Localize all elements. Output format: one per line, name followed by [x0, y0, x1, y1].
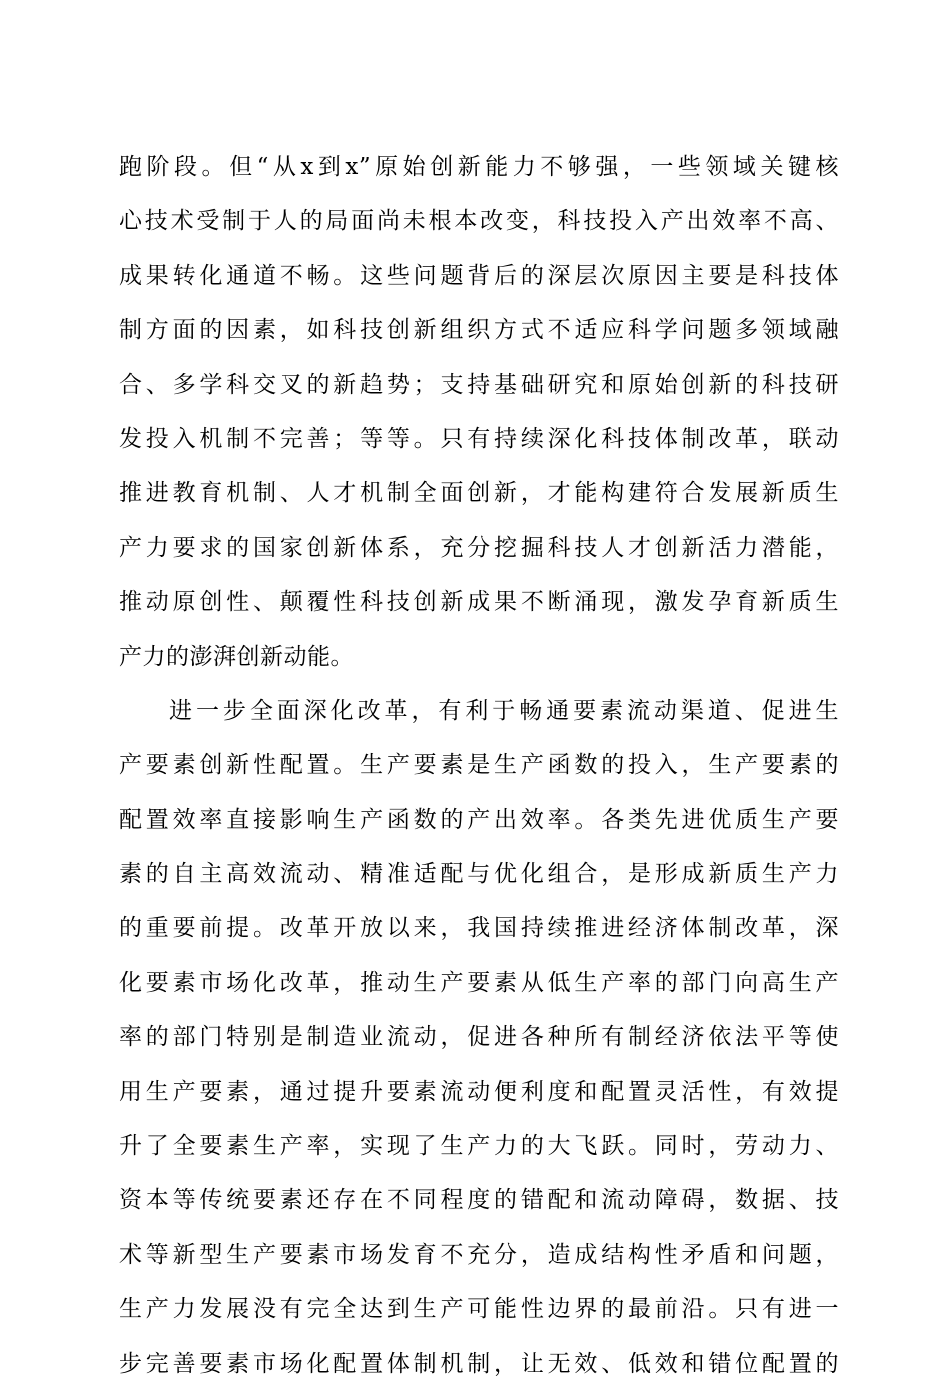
text-line: 升了全要素生产率，实现了生产力的大飞跃。同时，劳动力、 — [119, 1133, 839, 1160]
text-line: 进一步全面深化改革，有利于畅通要素流动渠道、促进生 — [169, 697, 839, 724]
text-line: 化要素市场化改革，推动生产要素从低生产率的部门向高生产 — [119, 969, 839, 996]
text-line: 配置效率直接影响生产函数的产出效率。各类先进优质生产要 — [119, 806, 839, 833]
text-line: 步完善要素市场化配置体制机制，让无效、低效和错位配置的 — [119, 1350, 839, 1377]
text-line: 率的部门特别是制造业流动，促进各种所有制经济依法平等使 — [119, 1024, 839, 1051]
text-line: 合、多学科交叉的新趋势；支持基础研究和原始创新的科技研 — [119, 371, 839, 398]
text-line: 制方面的因素，如科技创新组织方式不适应科学问题多领域融 — [119, 317, 839, 344]
text-line: 产要素创新性配置。生产要素是生产函数的投入，生产要素的 — [119, 752, 839, 779]
document-body — [119, 140, 839, 1391]
text-line: 用生产要素，通过提升要素流动便利度和配置灵活性，有效提 — [119, 1078, 839, 1105]
text-line: 术等新型生产要素市场发育不充分，造成结构性矛盾和问题， — [119, 1241, 839, 1268]
text-line: 成果转化通道不畅。这些问题背后的深层次原因主要是科技体 — [119, 262, 839, 289]
paragraph-1 — [119, 140, 839, 684]
text-line: 心技术受制于人的局面尚未根本改变，科技投入产出效率不高、 — [119, 208, 839, 235]
text-line: 推动原创性、颠覆性科技创新成果不断涌现，激发孕育新质生 — [119, 589, 839, 616]
text-line: 产力的澎湃创新动能。 — [119, 643, 354, 670]
text-line: 资本等传统要素还存在不同程度的错配和流动障碍，数据、技 — [119, 1187, 839, 1214]
text-line: 素的自主高效流动、精准适配与优化组合，是形成新质生产力 — [119, 861, 839, 888]
text-line: 生产力发展没有完全达到生产可能性边界的最前沿。只有进一 — [119, 1296, 839, 1323]
text-line: 跑阶段。但“从x到x”原始创新能力不够强，一些领域关键核 — [119, 154, 839, 180]
paragraph-2 — [119, 684, 839, 1391]
text-line: 产力要求的国家创新体系，充分挖掘科技人才创新活力潜能， — [119, 534, 839, 561]
text-line: 的重要前提。改革开放以来，我国持续推进经济体制改革，深 — [119, 915, 839, 942]
text-line: 发投入机制不完善；等等。只有持续深化科技体制改革，联动 — [119, 425, 839, 452]
text-line: 推进教育机制、人才机制全面创新，才能构建符合发展新质生 — [119, 480, 839, 507]
